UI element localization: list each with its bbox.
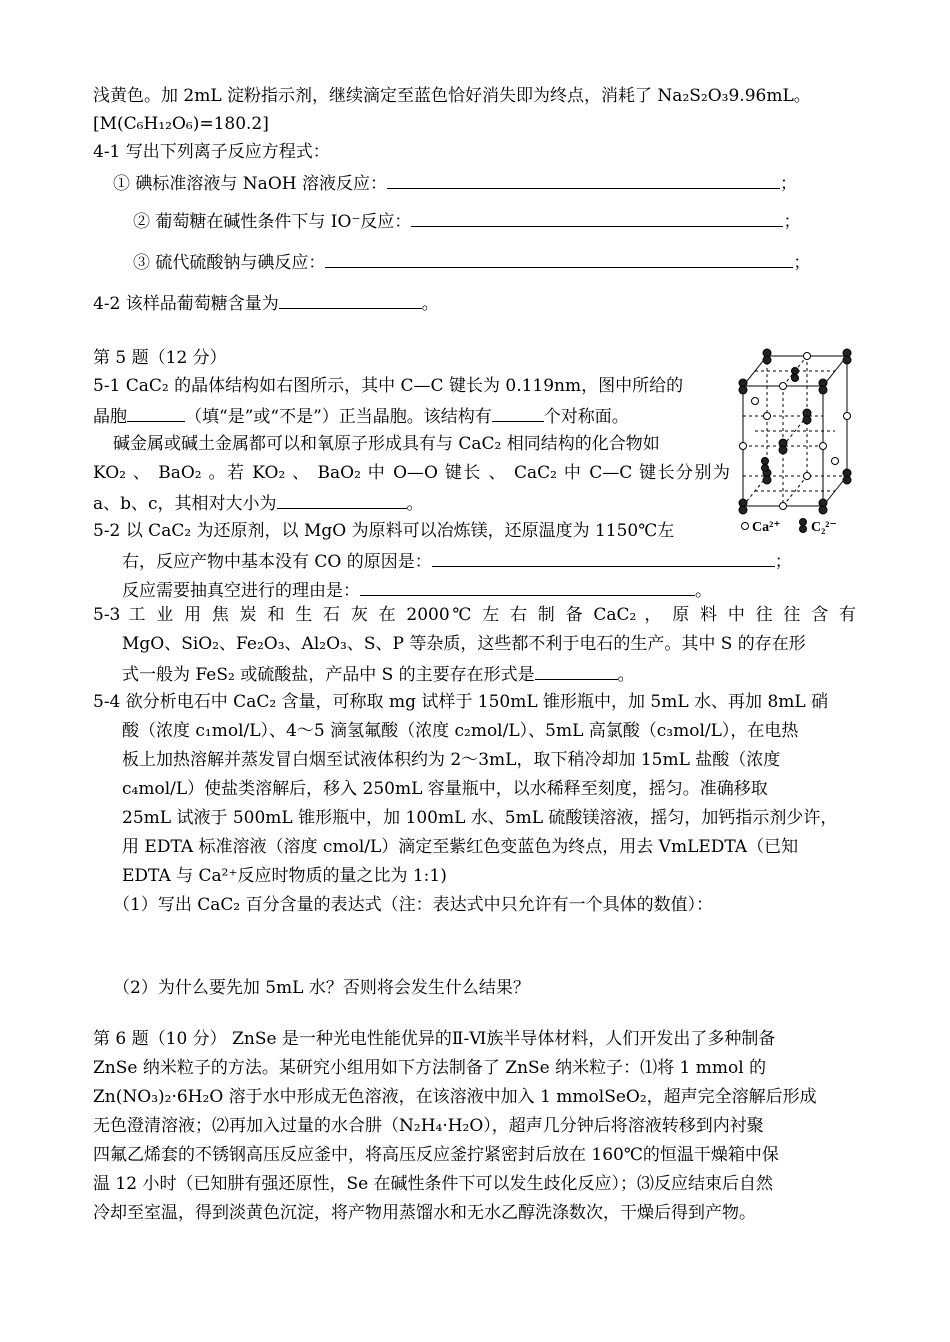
- q5-1-line-2: [93, 403, 629, 429]
- molar-mass-note: [M(C₆H₁₂O₆)=180.2]: [93, 114, 269, 134]
- q4-1-item-2: [133, 208, 800, 234]
- q5-4-line-6: 用 EDTA 标准溶液（溶度 cmol/L）滴定至紫红色变蓝色为终点，用去 VmLEDTA（已知: [122, 837, 799, 857]
- q6-line-3: Zn(NO₃)₂·6H₂O 溶于水中形成无色溶液，在该溶液中加入 1 mmolSeO₂，超声完全溶解后形成: [93, 1087, 817, 1107]
- q6-line-6: 温 12 小时（已知肼有强还原性，Se 在碱性条件下可以发生歧化反应）；⑶反应结束后自然: [93, 1174, 774, 1194]
- q6-line-7: 冷却至室温，得到淡黄色沉淀，将产物用蒸馏水和无水乙醇洗涤数次，干燥后得到产物。: [93, 1203, 756, 1223]
- text-line: 浅黄色。加 2mL 淀粉指示剂，继续滴定至蓝色恰好消失即为终点，消耗了 Na₂S₂O₃9.96mL。: [93, 86, 811, 106]
- semicolon: ；: [793, 253, 811, 273]
- text: 个对称面。: [543, 407, 629, 427]
- c2-ion-legend-label: C₂²⁻: [811, 520, 837, 535]
- q5-3-line-3: [122, 661, 635, 687]
- q4-2: [93, 290, 439, 316]
- q5-4-line-7: EDTA 与 Ca²⁺反应时物质的量之比为 1:1): [122, 866, 447, 886]
- q5-1-line-5: [93, 490, 424, 516]
- semicolon: ；: [783, 212, 801, 232]
- q4-1-item-1: [113, 170, 797, 196]
- q5-4-line-3: 板上加热溶解并蒸发冒白烟至试液体积约为 2～3mL，取下稍冷却加 15mL 盐酸（浓度: [122, 750, 781, 770]
- q4-1-item-3: [133, 249, 810, 275]
- q4-1-item-3-label: ③ 硫代硫酸钠与碘反应：: [133, 253, 326, 273]
- q5-4-subquestion-1: （1）写出 CaC₂ 百分含量的表达式（注：表达式中只允许有一个具体的数值）：: [113, 895, 714, 915]
- q5-2-line-2: [122, 548, 792, 574]
- answer-blank[interactable]: [279, 290, 422, 309]
- text: a、b、c，其相对大小为: [93, 494, 277, 514]
- answer-blank[interactable]: [432, 548, 775, 567]
- q5-4-line-4: c₄mol/L）使盐类溶解后，移入 250mL 容量瓶中，以水稀释至刻度，摇匀。准确移取: [122, 779, 768, 799]
- text: 。: [617, 665, 635, 685]
- q6-line-2: ZnSe 纳米粒子的方法。某研究小组用如下方法制备了 ZnSe 纳米粒子：⑴将 1 mmol 的: [93, 1058, 767, 1078]
- q5-2-line-3: [122, 577, 712, 603]
- q5-title: 第 5 题（12 分）: [93, 348, 227, 368]
- q4-1-heading: 4-1 写出下列离子反应方程式：: [93, 142, 330, 162]
- q5-1-line-1: 5-1 CaC₂ 的晶体结构如右图所示，其中 C—C 键长为 0.119nm，图中所给的: [93, 376, 684, 396]
- ca-ion-legend-icon: [742, 523, 749, 530]
- answer-blank[interactable]: [360, 577, 695, 596]
- q5-1-line-3: 碱金属或碱土金属都可以和氧原子形成具有与 CaC₂ 相同结构的化合物如: [113, 434, 660, 454]
- semicolon: ；: [774, 552, 792, 572]
- text: 反应需要抽真空进行的理由是：: [122, 581, 360, 601]
- ca-ion-legend-label: Ca²⁺: [752, 520, 781, 535]
- text: 右，反应产物中基本没有 CO 的原因是：: [122, 552, 432, 572]
- q5-3-line-2: MgO、SiO₂、Fe₂O₃、Al₂O₃、S、P 等杂质，这些都不利于电石的生产。其中 S 的存在形: [122, 634, 806, 654]
- c2-ion-legend-icon: [800, 526, 807, 533]
- q4-1-item-2-label: ② 葡萄糖在碱性条件下与 IO⁻反应：: [133, 212, 412, 232]
- answer-blank[interactable]: [411, 208, 783, 227]
- q4-1-item-1-label: ① 碘标准溶液与 NaOH 溶液反应：: [113, 174, 387, 194]
- q5-4-line-5: 25mL 试液于 500mL 锥形瓶中，加 100mL 水、5mL 硫酸镁溶液，摇匀，加钙指示剂少许，: [122, 808, 838, 828]
- text: 晶胞: [93, 407, 127, 427]
- semicolon: ；: [779, 174, 797, 194]
- q5-4-subquestion-2: （2）为什么要先加 5mL 水？否则将会发生什么结果？: [113, 978, 530, 998]
- period: 。: [421, 294, 439, 314]
- q5-2-line-1: 5-2 以 CaC₂ 为还原剂，以 MgO 为原料可以冶炼镁，还原温度为 1150℃左: [93, 521, 675, 541]
- q5-3-line-1: 5-3 工 业 用 焦 炭 和 生 石 灰 在 2000℃ 左 右 制 备 CaC₂ ， 原 料 中 往 往 含 有: [93, 605, 856, 625]
- text: 。: [695, 581, 712, 601]
- cac2-crystal-structure-figure: [735, 346, 860, 541]
- text: 式一般为 FeS₂ 或硫酸盐，产品中 S 的主要存在形式是: [122, 665, 535, 685]
- q6-line-4: 无色澄清溶液；⑵再加入过量的水合肼（N₂H₄·H₂O），超声几分钟后将溶液转移到内衬聚: [93, 1116, 764, 1136]
- q5-4-line-1: 5-4 欲分析电石中 CaC₂ 含量，可称取 mg 试样于 150mL 锥形瓶中，加 5mL 水、再加 8mL 硝: [93, 692, 829, 712]
- answer-blank[interactable]: [535, 661, 618, 680]
- text: 。: [406, 494, 424, 514]
- answer-blank[interactable]: [127, 403, 185, 422]
- q6-line-1: 第 6 题（10 分） ZnSe 是一种光电性能优异的Ⅱ-Ⅵ族半导体材料，人们开发出了多种制备: [93, 1029, 776, 1049]
- q4-2-label: 4-2 该样品葡萄糖含量为: [93, 294, 279, 314]
- answer-blank[interactable]: [325, 249, 793, 268]
- q5-4-line-2: 酸（浓度 c₁mol/L）、4～5 滴氢氟酸（浓度 c₂mol/L）、5mL 高氯酸（c₃mol/L），在电热: [122, 721, 799, 741]
- q5-1-line-4: KO₂ 、 BaO₂ 。若 KO₂ 、 BaO₂ 中 O—O 键长 、 CaC₂ 中 C—C 键长分别为: [93, 463, 730, 483]
- answer-blank[interactable]: [387, 170, 780, 189]
- q6-line-5: 四氟乙烯套的不锈钢高压反应釜中，将高压反应釜拧紧密封后放在 160℃的恒温干燥箱中保: [93, 1145, 779, 1165]
- answer-blank[interactable]: [492, 403, 544, 422]
- text: （填“是”或“不是”）正当晶胞。该结构有: [185, 407, 492, 427]
- c2-ion-legend-icon: [800, 519, 807, 526]
- answer-blank[interactable]: [277, 490, 407, 509]
